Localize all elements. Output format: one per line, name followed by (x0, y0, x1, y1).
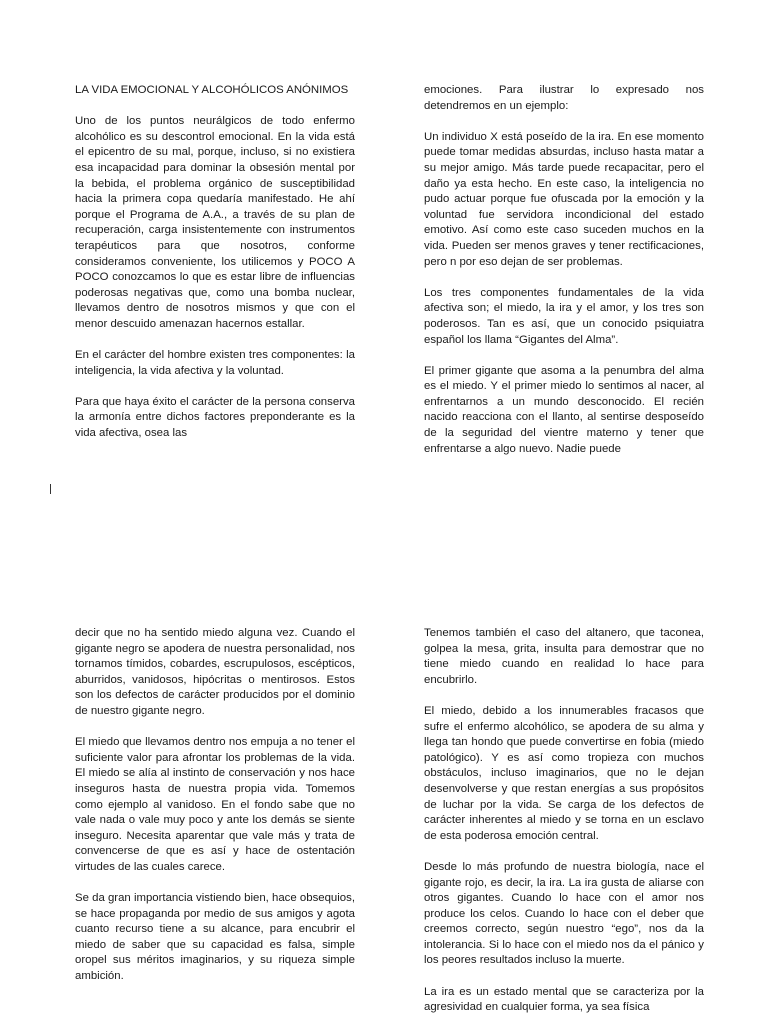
paragraph: El miedo que llevamos dentro nos empuja a no tener el suficiente valor para afrontar los problemas de la vida. El miedo se alía al instinto de conservación y nos hace inseguros hasta de nuestra propia vida. Tomemos como ejemplo al vanidoso. En el fondo sabe que no vale nada o vale muy poco y ante los demás se siente inseguro. Necesita aparentar que vale más y trata de convencerse de que es así y hace de ostentación virtudes de las cuales carece. (75, 736, 355, 873)
paragraph: Tenemos también el caso del altanero, que taconea, golpea la mesa, grita, insulta para demostrar que no tiene miedo cuando en realidad lo hace para encubrirlo. (424, 627, 704, 686)
page2-left-column (75, 626, 355, 985)
paragraph: El primer gigante que asoma a la penumbra del alma es el miedo. Y el primer miedo lo sentimos al nacer, al enfrentarnos a un mundo desconocido. El recién nacido reacciona con el llanto, al sentirse desposeído de la seguridad del vientre materno y tener que enfrentarse a algo nuevo. Nadie puede (424, 364, 704, 455)
paragraph: Los tres componentes fundamentales de la vida afectiva son; el miedo, la ira y el amor, y los tres son poderosos. Tan es así, que un conocido psiquiatra español los llama “Gigantes del Alma”. (424, 286, 704, 346)
paragraph: El miedo, debido a los innumerables fracasos que sufre el enfermo alcohólico, se apodera de su alma y llega tan hondo que puede convertirse en fobia (miedo patológico). Y es así como tropieza con muchos obstáculos, incluso imaginarios, que no le dejan desenvolverse y que restan energías a sus propósitos de luchar por la vida. Se carga de los defectos de carácter inherentes al miedo y se torna en un esclavo de esta poderosa emoción central. (424, 704, 704, 842)
paragraph: Un individuo X está poseído de la ira. En ese momento puede tomar medidas absurdas, incluso hasta matar a su mejor amigo. Más tarde puede recapacitar, pero el daño ya esta hecho. En este caso, la inteligencia no pudo actuar porque fue ofuscada por la emoción y la voluntad fue servidora incondicional del estado emotivo. Así como este caso suceden muchos en la vida. Pueden ser menos graves y tener rectificaciones, pero n por eso dejan de ser problemas. (424, 130, 704, 268)
paragraph: Se da gran importancia vistiendo bien, hace obsequios, se hace propaganda por medio de sus amigos y agota cuanto recurso tiene a su alcance, para encubrir el miedo de saber que su capacidad es falsa, simple oropel sus méritos imaginarios, y su riqueza simple ambición. (75, 892, 355, 983)
page1-right-column (424, 83, 704, 457)
paragraph: emociones. Para ilustrar lo expresado nos detendremos en un ejemplo: (424, 84, 704, 112)
page1-left-column (75, 83, 355, 442)
paragraph: Desde lo más profundo de nuestra biología, nace el gigante rojo, es decir, la ira. La ira gusta de aliarse con otros gigantes. Cuando lo hace con el amor nos produce los celos. Cuando lo hace con el deber que creemos correcto, según nuestro “ego”, nos da la intolerancia. Si lo hace con el miedo nos da el pánico y los peores resultados incluso la muerte. (424, 860, 704, 967)
paragraph: Uno de los puntos neurálgicos de todo enfermo alcohólico es su descontrol emocional. En la vida está el epicentro de su mal, porque, incluso, si no existiera esa incapacidad para dominar la obsesión mental por la bebida, el problema orgánico de susceptibilidad hacia la primera copa quedaría manifestado. He ahí porque el Programa de A.A., a través de su plan de recuperación, carga insistentemente con instrumentos terapéuticos para que nosotros, conforme consideramos conveniente, los utilicemos y POCO A POCO conozcamos lo que es estar libre de influencias poderosas negativas que, como una bomba nuclear, llevamos dentro de nosotros mismos y que con el menor descuido amenazan hacernos estallar. (75, 115, 355, 330)
paragraph: Para que haya éxito el carácter de la persona conserva la armonía entre dichos factores preponderante es la vida afectiva, osea las (75, 395, 355, 440)
paragraph: decir que no ha sentido miedo alguna vez. Cuando el gigante negro se apodera de nuestra personalidad, nos tornamos tímidos, cobardes, escrupulosos, escépticos, aburridos, vanidosos, hipócritas o mentirosos. Estos son los defectos de carácter producidos por el dominio de nuestro gigante negro. (75, 627, 355, 717)
page2-right-column (424, 626, 704, 1016)
paragraph: En el carácter del hombre existen tres componentes: la inteligencia, la vida afectiva y la voluntad. (75, 349, 355, 377)
paragraph: La ira es un estado mental que se caracteriza por la agresividad en cualquier forma, ya sea física (424, 985, 704, 1014)
margin-mark (50, 484, 51, 494)
document-title: LA VIDA EMOCIONAL Y ALCOHÓLICOS ANÓNIMOS (75, 84, 349, 96)
